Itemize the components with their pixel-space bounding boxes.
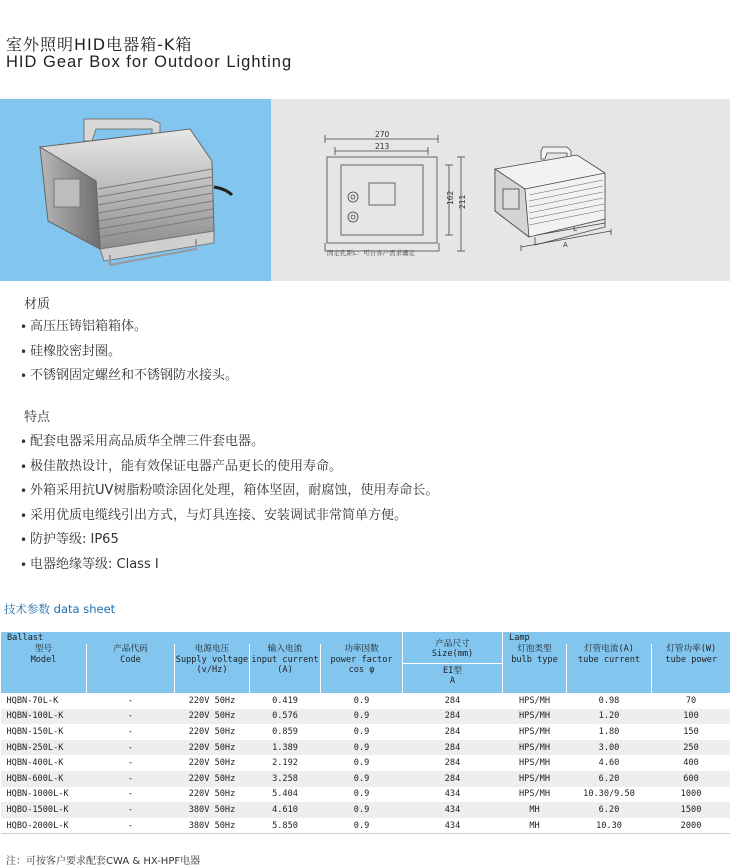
cell-code: -	[87, 802, 175, 818]
cell-input-current: 4.610	[250, 802, 321, 818]
cell-input-current: 1.389	[250, 740, 321, 756]
cell-code: -	[87, 787, 175, 803]
features-list	[20, 430, 438, 577]
cell-power-factor: 0.9	[321, 787, 403, 803]
dim-label-width-inner: 213	[375, 142, 390, 151]
cell-size: 284	[403, 771, 503, 787]
cell-input-current: 0.576	[250, 709, 321, 725]
cell-supply: 220V 50Hz	[175, 755, 250, 771]
group-header-lamp: Lamp	[503, 632, 730, 644]
col-header-tube-power: 灯管功率(W) tube power	[652, 644, 730, 693]
cell-model: HQBN-70L-K	[1, 693, 87, 709]
cell-model: HQBN-400L-K	[1, 755, 87, 771]
cell-bulb-type: MH	[503, 818, 567, 834]
feature-item: • 极佳散热设计，能有效保证电器产品更长的使用寿命。	[20, 455, 438, 480]
front-view-drawing	[271, 99, 471, 281]
cell-tube-power: 1500	[652, 802, 730, 818]
table-row	[1, 724, 730, 740]
cell-supply: 220V 50Hz	[175, 709, 250, 725]
col-header-power-factor: 功率因数 power factor cos φ	[321, 644, 403, 693]
cell-size: 434	[403, 802, 503, 818]
cell-power-factor: 0.9	[321, 724, 403, 740]
cell-bulb-type: HPS/MH	[503, 755, 567, 771]
col-header-tube-current: 灯管电流(A) tube current	[567, 644, 652, 693]
material-item: • 高压压铸铝箱箱体。	[20, 315, 238, 340]
cell-input-current: 0.419	[250, 693, 321, 709]
col-header-model: 型号 Model	[1, 644, 87, 693]
table-row	[1, 771, 730, 787]
cell-code: -	[87, 771, 175, 787]
col-header-input-current: 输入电流 input current (A)	[250, 644, 321, 693]
cell-model: HQBN-100L-K	[1, 709, 87, 725]
cell-supply: 380V 50Hz	[175, 818, 250, 834]
cell-input-current: 5.850	[250, 818, 321, 834]
cell-power-factor: 0.9	[321, 771, 403, 787]
cell-tube-current: 10.30/9.50	[567, 787, 652, 803]
cell-input-current: 0.859	[250, 724, 321, 740]
table-row	[1, 709, 730, 725]
cell-tube-power: 250	[652, 740, 730, 756]
cell-bulb-type: HPS/MH	[503, 740, 567, 756]
table-row	[1, 787, 730, 803]
cell-input-current: 2.192	[250, 755, 321, 771]
product-photo-panel	[0, 99, 271, 281]
cell-supply: 380V 50Hz	[175, 802, 250, 818]
cell-model: HQBN-600L-K	[1, 771, 87, 787]
cell-size: 284	[403, 740, 503, 756]
col-header-size: 产品尺寸 Size(mm) EI型 A	[403, 632, 503, 693]
cell-power-factor: 0.9	[321, 755, 403, 771]
cell-tube-current: 6.20	[567, 771, 652, 787]
table-note: 注：可按客户要求配套CWA & HX-HPF电器	[6, 852, 200, 867]
table-row	[1, 740, 730, 756]
cell-tube-current: 1.20	[567, 709, 652, 725]
cell-power-factor: 0.9	[321, 693, 403, 709]
cell-supply: 220V 50Hz	[175, 787, 250, 803]
cell-tube-current: 6.20	[567, 802, 652, 818]
col-header-code: 产品代码 Code	[87, 644, 175, 693]
feature-item: • 外箱采用抗UV树脂粉喷涂固化处理，箱体坚固，耐腐蚀，使用寿命长。	[20, 479, 438, 504]
cell-input-current: 3.258	[250, 771, 321, 787]
cell-tube-power: 1000	[652, 787, 730, 803]
product-photo	[0, 99, 271, 281]
cell-model: HQBN-250L-K	[1, 740, 87, 756]
material-list	[20, 315, 238, 389]
dim-label-l: L	[573, 225, 577, 233]
cell-tube-current: 10.30	[567, 818, 652, 834]
feature-item: • 电器绝缘等级: Class I	[20, 553, 438, 578]
cell-bulb-type: MH	[503, 802, 567, 818]
cell-bulb-type: HPS/MH	[503, 709, 567, 725]
cell-tube-power: 2000	[652, 818, 730, 834]
cell-code: -	[87, 755, 175, 771]
table-row	[1, 802, 730, 818]
cell-tube-power: 400	[652, 755, 730, 771]
cell-bulb-type: HPS/MH	[503, 787, 567, 803]
spec-table	[0, 632, 730, 834]
cell-tube-power: 150	[652, 724, 730, 740]
cell-model: HQBN-1000L-K	[1, 787, 87, 803]
cell-size: 284	[403, 755, 503, 771]
table-row	[1, 818, 730, 834]
cell-tube-current: 1.80	[567, 724, 652, 740]
3d-view-drawing	[481, 99, 681, 281]
cell-tube-power: 70	[652, 693, 730, 709]
title-english: HID Gear Box for Outdoor Lighting	[6, 53, 292, 72]
group-header-ballast: Ballast	[1, 632, 403, 644]
cell-input-current: 5.404	[250, 787, 321, 803]
cell-tube-current: 0.98	[567, 693, 652, 709]
material-item: • 不锈钢固定螺丝和不锈钢防水接头。	[20, 364, 238, 389]
dim-label-height-inner: 162	[446, 190, 455, 205]
feature-item: • 采用优质电缆线引出方式，与灯具连接、安装调试非常简单方便。	[20, 504, 438, 529]
cell-supply: 220V 50Hz	[175, 771, 250, 787]
cell-model: HQBN-150L-K	[1, 724, 87, 740]
cell-code: -	[87, 724, 175, 740]
col-header-bulb-type: 灯泡类型 bulb type	[503, 644, 567, 693]
cell-bulb-type: HPS/MH	[503, 771, 567, 787]
cell-power-factor: 0.9	[321, 818, 403, 834]
feature-item: • 配套电器采用高品质华全牌三件套电器。	[20, 430, 438, 455]
cell-size: 284	[403, 724, 503, 740]
cell-size: 284	[403, 709, 503, 725]
cell-size: 284	[403, 693, 503, 709]
cell-supply: 220V 50Hz	[175, 724, 250, 740]
cell-tube-power: 600	[652, 771, 730, 787]
title-chinese: 室外照明HID电器箱-K箱	[6, 32, 192, 55]
material-heading: 材质	[24, 293, 50, 312]
cell-bulb-type: HPS/MH	[503, 724, 567, 740]
cell-bulb-type: HPS/MH	[503, 693, 567, 709]
data-sheet-heading: 技术参数 data sheet	[4, 601, 115, 617]
cell-model: HQBO-2000L-K	[1, 818, 87, 834]
dim-label-width-outer: 270	[375, 130, 390, 139]
cell-code: -	[87, 740, 175, 756]
cell-tube-power: 100	[652, 709, 730, 725]
cell-code: -	[87, 693, 175, 709]
dim-label-a: A	[563, 241, 568, 249]
cell-power-factor: 0.9	[321, 740, 403, 756]
technical-drawing-panel	[271, 99, 730, 281]
cell-power-factor: 0.9	[321, 802, 403, 818]
cell-tube-current: 3.00	[567, 740, 652, 756]
dim-label-height-outer: 211	[458, 194, 467, 209]
cell-code: -	[87, 818, 175, 834]
feature-item: • 防护等级: IP65	[20, 528, 438, 553]
cell-supply: 220V 50Hz	[175, 693, 250, 709]
cell-power-factor: 0.9	[321, 709, 403, 725]
cell-size: 434	[403, 787, 503, 803]
cell-model: HQBO-1500L-K	[1, 802, 87, 818]
cell-supply: 220V 50Hz	[175, 740, 250, 756]
col-header-supply: 电源电压 Supply voltage (v/Hz)	[175, 644, 250, 693]
table-row	[1, 693, 730, 709]
table-row	[1, 755, 730, 771]
cell-size: 434	[403, 818, 503, 834]
cell-code: -	[87, 709, 175, 725]
material-item: • 硅橡胶密封圈。	[20, 340, 238, 365]
features-heading: 特点	[24, 406, 50, 425]
drawing-caption: 固定孔距L：可自客户需求确定	[327, 248, 416, 257]
cell-tube-current: 4.60	[567, 755, 652, 771]
